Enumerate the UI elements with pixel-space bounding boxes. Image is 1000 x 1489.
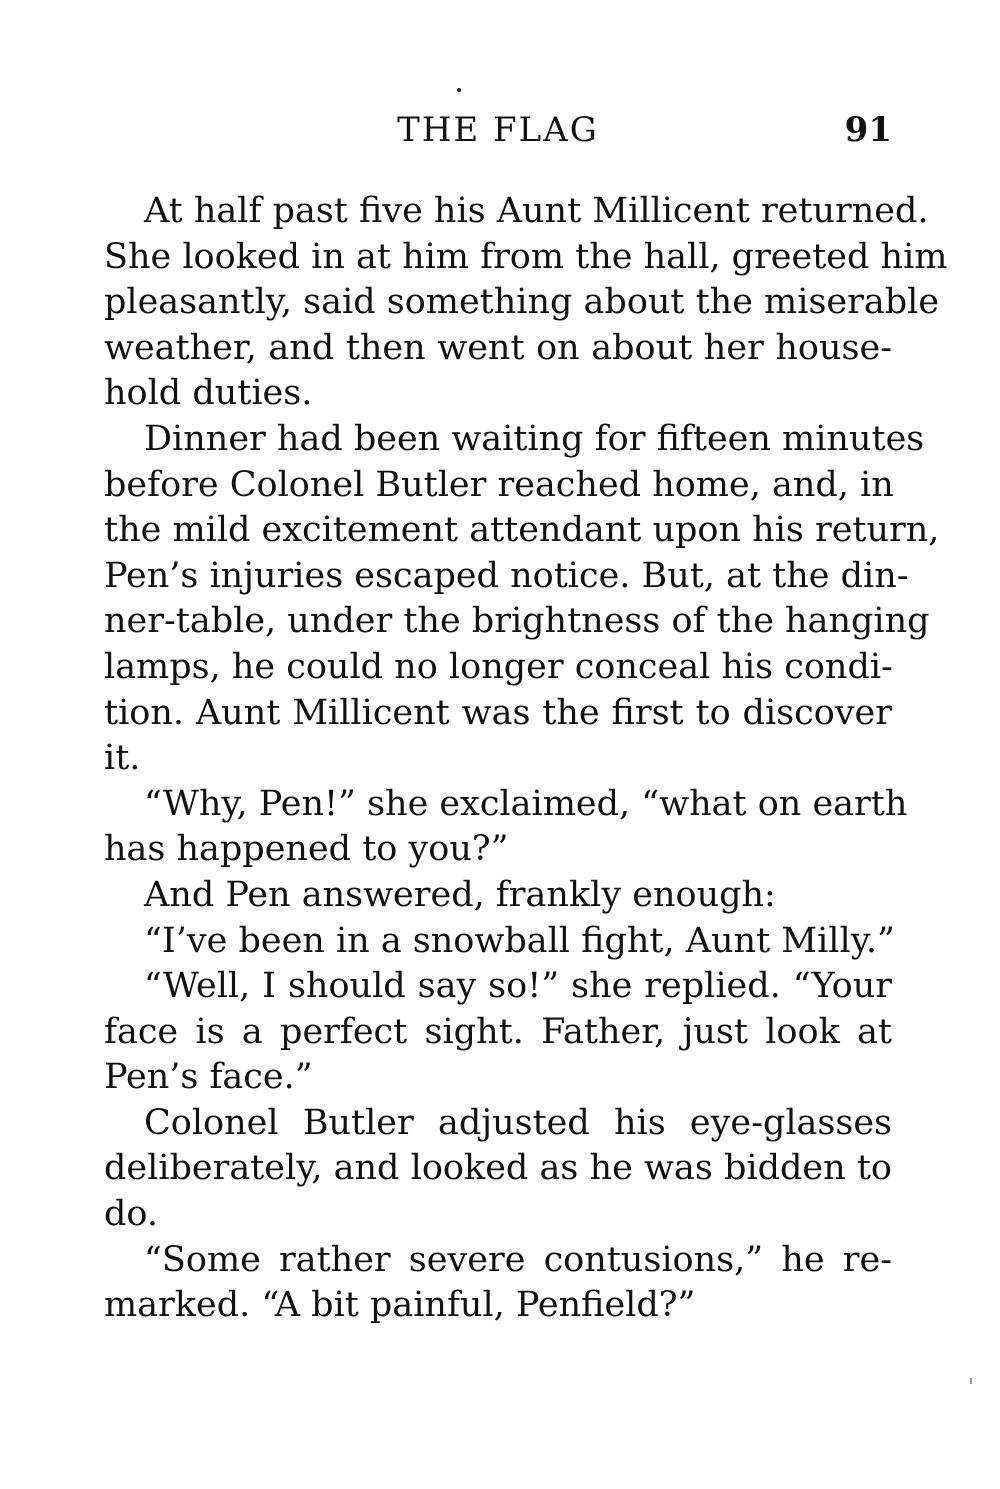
text-line: lamps, he could no longer conceal his condi- <box>104 646 893 687</box>
text-line: Pen’s face.” <box>104 1057 313 1098</box>
text-line: Dinner had been waiting for fifteen minutes <box>144 418 925 459</box>
text-line: face is a perfect sight. Father, just look at <box>104 1011 892 1052</box>
text-line: do. <box>104 1194 158 1235</box>
text-line: weather, and then went on about her house- <box>104 327 892 368</box>
text-line: it. <box>104 738 141 779</box>
text-line: “Why, Pen!” she exclaimed, “what on earth <box>144 783 908 824</box>
text-line: “Some rather severe contusions,” he re- <box>144 1239 892 1280</box>
text-line: deliberately, and looked as he was bidden to <box>104 1148 892 1189</box>
body-text <box>104 189 948 1329</box>
text-line: Pen’s injuries escaped notice. But, at the din- <box>104 555 909 596</box>
text-line: ner-table, under the brightness of the hanging <box>104 601 930 642</box>
text-line: “Well, I should say so!” she replied. “Your <box>144 966 892 1007</box>
text-line: has happened to you?” <box>104 829 509 870</box>
print-speck <box>457 88 461 92</box>
text-line: before Colonel Butler reached home, and, in <box>104 464 894 505</box>
text-line: “I’ve been in a snowball fight, Aunt Milly.” <box>144 920 895 961</box>
text-line: And Pen answered, frankly enough: <box>144 874 776 915</box>
text-line: the mild excitement attendant upon his return, <box>104 510 940 551</box>
text-line: Colonel Butler adjusted his eye-glasses <box>144 1102 892 1143</box>
margin-mark <box>970 1378 972 1384</box>
page-number: 91 <box>844 110 892 150</box>
text-line: tion. Aunt Millicent was the first to discover <box>104 692 892 733</box>
text-line: At half past five his Aunt Millicent returned. <box>144 191 929 231</box>
text-line: pleasantly, said something about the miserable <box>104 282 940 323</box>
text-line: marked. “A bit painful, Penfield?” <box>104 1285 696 1326</box>
text-line: hold duties. <box>104 373 313 414</box>
text-line: She looked in at him from the hall, greeted him <box>104 236 948 277</box>
running-title: THE FLAG <box>397 110 599 150</box>
page-header <box>104 110 892 160</box>
